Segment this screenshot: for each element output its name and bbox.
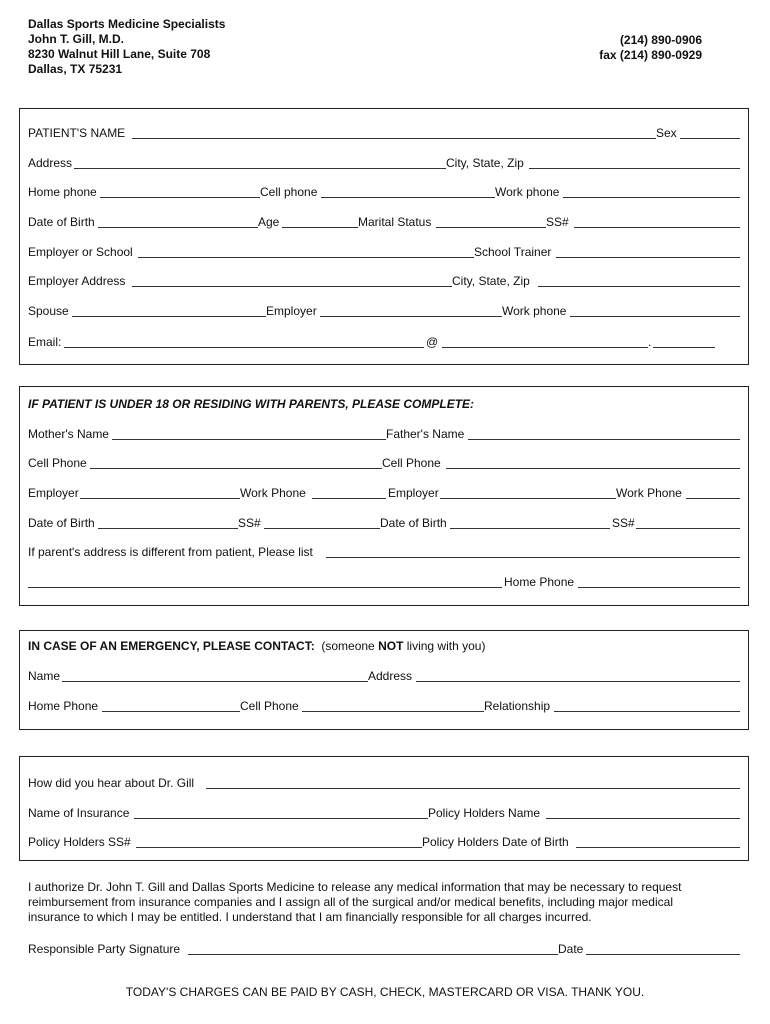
marital-status-field[interactable] <box>436 227 546 228</box>
patient-name-label: PATIENT'S NAME <box>28 126 126 140</box>
father-ss-label: SS# <box>612 516 635 530</box>
policy-holder-dob-field[interactable] <box>576 847 740 848</box>
mother-name-label: Mother's Name <box>28 427 109 441</box>
employer-school-field[interactable] <box>138 257 474 258</box>
emergency-title-text: IN CASE OF AN EMERGENCY, PLEASE CONTACT: <box>28 639 315 653</box>
policy-holder-name-field[interactable] <box>546 818 740 819</box>
mother-name-field[interactable] <box>112 439 386 440</box>
signature-row <box>28 940 740 958</box>
address-field[interactable] <box>74 168 446 169</box>
emergency-cell-phone-label: Cell Phone <box>240 699 299 713</box>
work-phone-field[interactable] <box>563 197 740 198</box>
email-tld-field[interactable] <box>653 347 715 348</box>
policy-holder-ss-label: Policy Holders SS# <box>28 835 131 849</box>
school-trainer-field[interactable] <box>556 257 740 258</box>
emergency-note-pre: (someone <box>321 639 379 653</box>
mother-cell-label: Cell Phone <box>28 456 87 470</box>
different-address-field[interactable] <box>326 557 740 558</box>
hear-about-label: How did you hear about Dr. Gill <box>28 776 195 790</box>
spouse-field[interactable] <box>72 316 266 317</box>
mother-ss-field[interactable] <box>264 528 380 529</box>
school-trainer-label: School Trainer <box>474 245 552 259</box>
spouse-employer-label: Employer <box>266 304 317 318</box>
row-insurance-name <box>28 804 740 822</box>
father-ss-field[interactable] <box>636 528 740 529</box>
parents-section <box>19 386 749 606</box>
father-employer-label: Employer <box>388 486 439 500</box>
policy-holder-ss-field[interactable] <box>136 847 422 848</box>
father-work-phone-field[interactable] <box>686 498 740 499</box>
employer-city-label: City, State, Zip <box>452 274 530 288</box>
employer-school-label: Employer or School <box>28 245 133 259</box>
father-work-phone-label: Work Phone <box>616 486 682 500</box>
relationship-field[interactable] <box>554 711 740 712</box>
employer-address-field[interactable] <box>132 286 452 287</box>
home-phone-field[interactable] <box>100 197 260 198</box>
hear-about-field[interactable] <box>206 788 740 789</box>
sex-field[interactable] <box>680 138 740 139</box>
spouse-work-phone-field[interactable] <box>570 316 740 317</box>
insurance-name-label: Name of Insurance <box>28 806 130 820</box>
practice-contact <box>599 33 702 63</box>
email-at-sign: @ <box>426 335 439 349</box>
row-diff-address <box>28 543 740 561</box>
email-dot: . <box>648 335 652 349</box>
emergency-address-field[interactable] <box>416 681 740 682</box>
row-parents-title <box>28 395 740 413</box>
parents-section-title: IF PATIENT IS UNDER 18 OR RESIDING WITH PARENTS, PLEASE COMPLETE: <box>28 397 475 411</box>
patient-info-section <box>19 108 749 365</box>
mother-work-phone-label: Work Phone <box>240 486 306 500</box>
home-phone-label: Home phone <box>28 185 97 199</box>
mother-ss-label: SS# <box>238 516 261 530</box>
age-label: Age <box>258 215 280 229</box>
mother-employer-field[interactable] <box>80 498 240 499</box>
row-parent-names <box>28 425 740 443</box>
row-parent-employers <box>28 484 740 502</box>
practice-fax: fax (214) 890-0929 <box>599 48 702 62</box>
spouse-work-phone-label: Work phone <box>502 304 567 318</box>
mother-cell-field[interactable] <box>90 468 382 469</box>
doctor-name: John T. Gill, M.D. <box>28 32 124 46</box>
father-cell-label: Cell Phone <box>382 456 441 470</box>
row-patient-name <box>28 124 740 142</box>
row-phones <box>28 183 740 201</box>
row-hear-about <box>28 774 740 792</box>
mother-dob-label: Date of Birth <box>28 516 95 530</box>
signature-field[interactable] <box>188 954 558 955</box>
emergency-name-label: Name <box>28 669 61 683</box>
spouse-employer-field[interactable] <box>320 316 502 317</box>
emergency-name-field[interactable] <box>62 681 368 682</box>
emergency-section <box>19 630 749 730</box>
emergency-home-phone-field[interactable] <box>102 711 240 712</box>
emergency-home-phone-label: Home Phone <box>28 699 99 713</box>
policy-holder-name-label: Policy Holders Name <box>428 806 541 820</box>
row-spouse <box>28 302 740 320</box>
authorization-text: I authorize Dr. John T. Gill and Dallas Sports Medicine to release any medical information that may be necessary to request reimbursement from insurance companies and I assign all of the surgical and/or medical benefits, including major medical insurance to which I may be entitled. I understand that I am financially responsible for all charges incurred. <box>28 880 682 924</box>
row-employer-school <box>28 243 740 261</box>
practice-header <box>28 17 225 77</box>
emergency-title <box>28 637 485 655</box>
payment-footer: TODAY'S CHARGES CAN BE PAID BY CASH, CHECK, MASTERCARD OR VISA. THANK YOU. <box>125 985 645 999</box>
row-dob <box>28 213 740 231</box>
emergency-address-label: Address <box>368 669 413 683</box>
date-label: Date <box>558 942 584 956</box>
father-employer-field[interactable] <box>440 498 616 499</box>
father-cell-field[interactable] <box>446 468 740 469</box>
patient-name-field[interactable] <box>132 138 656 139</box>
row-emergency-name <box>28 667 740 685</box>
cell-phone-label: Cell phone <box>260 185 318 199</box>
insurance-name-field[interactable] <box>134 818 428 819</box>
mother-work-phone-field[interactable] <box>312 498 386 499</box>
email-label: Email: <box>28 335 62 349</box>
row-address <box>28 154 740 172</box>
marital-status-label: Marital Status <box>358 215 432 229</box>
address-label: Address <box>28 156 73 170</box>
employer-city-field[interactable] <box>538 286 740 287</box>
signature-label: Responsible Party Signature <box>28 942 181 956</box>
row-parent-dobs <box>28 514 740 532</box>
row-emergency-phones <box>28 697 740 715</box>
row-policy-holder <box>28 833 740 851</box>
mother-employer-label: Employer <box>28 486 79 500</box>
father-dob-label: Date of Birth <box>380 516 447 530</box>
cell-phone-field[interactable] <box>321 197 495 198</box>
relationship-label: Relationship <box>484 699 551 713</box>
father-name-label: Father's Name <box>386 427 465 441</box>
emergency-note-not: NOT <box>378 639 404 653</box>
ss-label: SS# <box>546 215 569 229</box>
emergency-note-post: living with you) <box>403 639 486 653</box>
different-address-label: If parent's address is different from patient, Please list <box>28 545 313 559</box>
row-emergency-title <box>28 637 740 655</box>
dob-label: Date of Birth <box>28 215 95 229</box>
father-name-field[interactable] <box>468 439 740 440</box>
parent-home-phone-label: Home Phone <box>504 575 575 589</box>
different-address-field-2[interactable] <box>28 587 502 588</box>
mother-dob-field[interactable] <box>98 528 238 529</box>
insurance-section <box>19 756 749 861</box>
policy-holder-dob-label: Policy Holders Date of Birth <box>422 835 569 849</box>
row-parent-home-phone <box>28 573 740 591</box>
date-field[interactable] <box>586 954 740 955</box>
practice-city: Dallas, TX 75231 <box>28 62 123 76</box>
practice-name: Dallas Sports Medicine Specialists <box>28 17 226 31</box>
practice-phone: (214) 890-0906 <box>619 33 702 47</box>
parent-home-phone-field[interactable] <box>578 587 740 588</box>
email-user-field[interactable] <box>64 347 424 348</box>
practice-street: 8230 Walnut Hill Lane, Suite 708 <box>28 47 211 61</box>
dob-field[interactable] <box>98 227 258 228</box>
row-parent-cells <box>28 454 740 472</box>
sex-label: Sex <box>656 126 677 140</box>
age-field[interactable] <box>282 227 358 228</box>
ss-field[interactable] <box>574 227 740 228</box>
emergency-cell-phone-field[interactable] <box>302 711 484 712</box>
email-domain-field[interactable] <box>442 347 648 348</box>
work-phone-label: Work phone <box>495 185 560 199</box>
row-employer-address <box>28 272 740 290</box>
city-state-zip-field[interactable] <box>529 168 740 169</box>
city-state-zip-label: City, State, Zip <box>446 156 524 170</box>
row-email <box>28 333 740 351</box>
employer-address-label: Employer Address <box>28 274 126 288</box>
spouse-label: Spouse <box>28 304 69 318</box>
father-dob-field[interactable] <box>450 528 610 529</box>
